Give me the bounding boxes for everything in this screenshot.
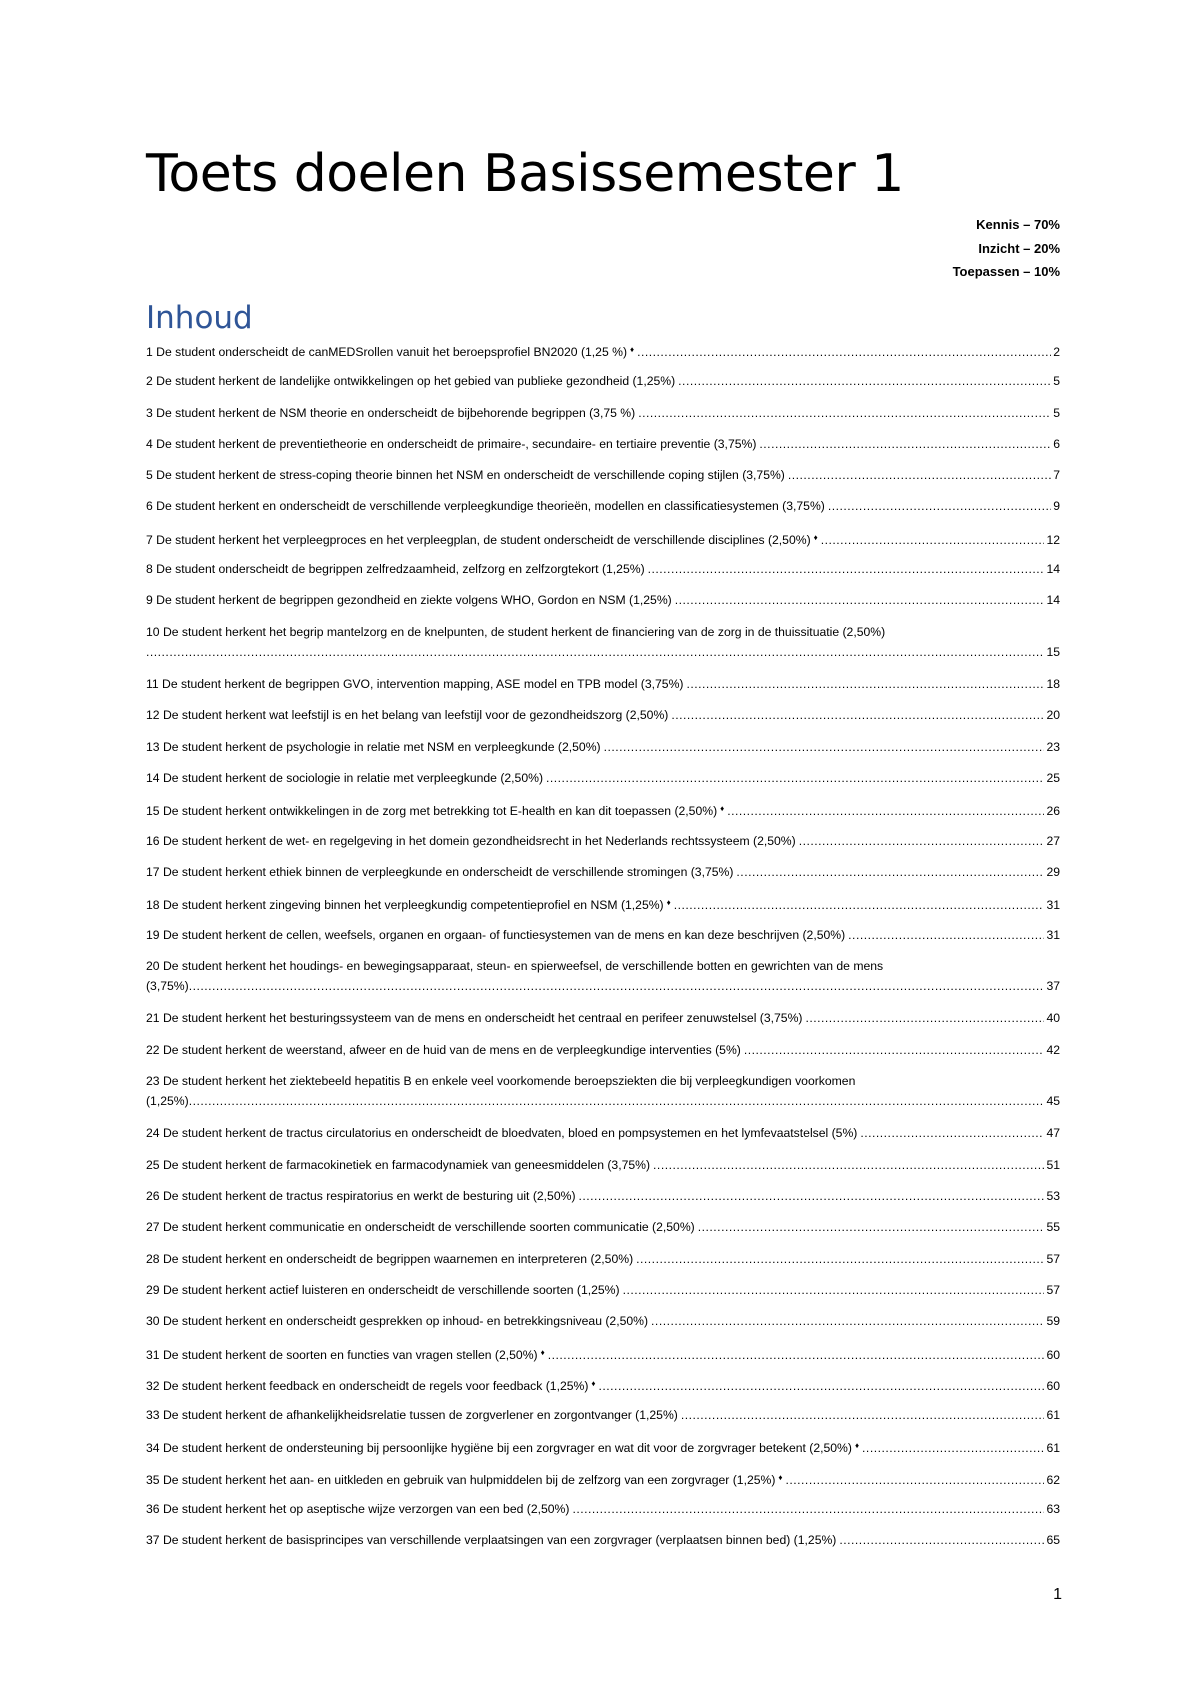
toc-page-number: 6 [1053, 436, 1060, 451]
toc-entry[interactable] [146, 893, 1060, 924]
toc-leader-dots [653, 1155, 1044, 1175]
toc-entry[interactable] [146, 1280, 1060, 1311]
toc-page-number: 26 [1046, 804, 1060, 819]
diamond-marker-icon: ♦ [720, 804, 725, 814]
toc-page-number: 20 [1046, 708, 1060, 723]
toc-entry[interactable] [146, 768, 1060, 799]
toc-leader-dots [862, 1438, 1044, 1458]
toc-entry[interactable] [146, 465, 1060, 496]
toc-page-number: 23 [1046, 739, 1060, 754]
page-title: Toets doelen Basissemester 1 [146, 144, 904, 204]
toc-entry-text: 12 De student herkent wat leefstijl is en het belang van leefstijl voor de gezondheidszorg (2,50%) [146, 708, 669, 723]
weight-inzicht: Inzicht – 20% [978, 240, 1060, 256]
toc-page-number: 2 [1053, 345, 1060, 359]
toc-entry[interactable] [146, 1008, 1060, 1039]
toc-leader-dots [599, 1376, 1045, 1396]
toc-page-number: 53 [1046, 1189, 1060, 1204]
toc-page-number: 25 [1046, 771, 1060, 786]
toc-leader-dots [546, 768, 1044, 788]
toc-entry[interactable] [146, 1405, 1060, 1436]
toc-entry-text: 34 De student herkent de ondersteuning bij persoonlijke hygiëne bij een zorgvrager en wat dit voor de zorgvrager betekent (2,50%) ♦ [146, 1441, 860, 1456]
toc-entry-text: 13 De student herkent de psychologie in relatie met NSM en verpleegkunde (2,50%) [146, 739, 601, 754]
toc-entry[interactable] [146, 1249, 1060, 1280]
toc-leader-dots [651, 1311, 1044, 1331]
toc-page-number: 27 [1046, 833, 1060, 848]
toc-entry-text: 11 De student herkent de begrippen GVO, intervention mapping, ASE model en TPB model (3,75%) [146, 677, 684, 692]
diamond-marker-icon: ♦ [778, 1472, 783, 1482]
weight-kennis: Kennis – 70% [976, 217, 1060, 232]
toc-leader-dots [638, 403, 1051, 423]
toc-page-number: 40 [1046, 1011, 1060, 1026]
toc-leader-dots [736, 862, 1044, 882]
toc-entry[interactable] [146, 434, 1060, 465]
toc-entry[interactable] [146, 1186, 1060, 1217]
toc-entry-text: 8 De student onderscheidt de begrippen zelfredzaamheid, zelfzorg en zelfzorgtekort (1,25%) [146, 562, 645, 577]
toc-entry-text: 25 De student herkent de farmacokinetiek en farmacodynamiek van geneesmiddelen (3,75%) [146, 1157, 651, 1172]
toc-page-number: 60 [1046, 1347, 1060, 1362]
toc-entry-text: 36 De student herkent het op aseptische wijze verzorgen van een bed (2,50%) [146, 1502, 570, 1516]
toc-entry-text: 5 De student herkent de stress-coping theorie binnen het NSM en onderscheidt de verschillende coping stijlen (3,75%) [146, 468, 785, 483]
toc-page-number: 55 [1046, 1220, 1060, 1235]
toc-entry-text: 31 De student herkent de soorten en functies van vragen stellen (2,50%) ♦ [146, 1347, 545, 1362]
diamond-marker-icon: ♦ [813, 532, 818, 542]
toc-leader-dots [678, 371, 1051, 391]
toc-leader-dots [786, 1470, 1045, 1490]
toc-entry-text: 19 De student herkent de cellen, weefsels, organen en orgaan- of functiesystemen van de mens en kan deze beschrijven (2,50%) [146, 927, 846, 942]
toc-entry-text-continued: (1,25%) [146, 1093, 189, 1108]
toc-entry[interactable] [146, 403, 1060, 434]
toc-leader-dots [675, 590, 1045, 610]
toc-entry-text: 22 De student herkent de weerstand, afweer en de huid van de mens en de verpleegkundige interventies (5%) [146, 1042, 741, 1057]
page-number: 1 [1053, 1586, 1062, 1603]
toc-page-number: 14 [1046, 593, 1060, 608]
toc-leader-dots [848, 925, 1044, 945]
toc-page-number: 59 [1046, 1314, 1060, 1329]
toc-entry-text: 14 De student herkent de sociologie in relatie met verpleegkunde (2,50%) [146, 771, 544, 786]
toc-page-number: 57 [1046, 1251, 1060, 1266]
toc-leader-dots [671, 705, 1044, 725]
toc-leader-dots [548, 1345, 1045, 1365]
toc-page-number: 5 [1053, 374, 1060, 389]
toc-entry-text: 10 De student herkent het begrip mantelzorg en de knelpunten, de student herkent de financiering van de zorg in de thuissituatie (2,50%) [146, 624, 886, 639]
toc-entry-text: 29 De student herkent actief luisteren en onderscheidt de verschillende soorten (1,25%) [146, 1282, 620, 1297]
toc-entry[interactable] [146, 1311, 1060, 1342]
toc-page-number: 63 [1046, 1502, 1060, 1516]
toc-leader-dots [839, 1530, 1044, 1550]
toc-entry-text: 30 De student herkent en onderscheidt gesprekken op inhoud- en betrekkingsniveau (2,50%) [146, 1314, 649, 1329]
toc-entry-text: 20 De student herkent het houdings- en bewegingsapparaat, steun- en spierweefsel, de verschillende botten en gewrichten van de mens [146, 958, 884, 973]
toc-leader-dots [759, 434, 1051, 454]
toc-leader-dots [146, 642, 1044, 662]
toc-leader-dots [681, 1405, 1045, 1425]
toc-leader-dots [805, 1008, 1044, 1028]
toc-entry[interactable] [146, 1217, 1060, 1248]
toc-page-number: 61 [1046, 1408, 1060, 1423]
toc-entry[interactable] [146, 862, 1060, 893]
toc-leader-dots [686, 674, 1044, 694]
diamond-marker-icon: ♦ [540, 1347, 545, 1357]
toc-leader-dots [788, 465, 1051, 485]
toc-leader-dots [572, 1499, 1044, 1519]
toc-entry-text: 3 De student herkent de NSM theorie en onderscheidt de bijbehorende begrippen (3,75 %) [146, 405, 636, 420]
toc-entry[interactable] [146, 831, 1060, 862]
toc-entry-text: 21 De student herkent het besturingssysteem van de mens en onderscheidt het centraal en perifeer zenuwstelsel (3,75%) [146, 1011, 803, 1026]
toc-entry-text: 33 De student herkent de afhankelijkheidsrelatie tussen de zorgverlener en zorgontvanger (1,25%) [146, 1408, 678, 1423]
toc-leader-dots [674, 895, 1045, 915]
toc-page-number: 7 [1053, 468, 1060, 483]
toc-page-number: 37 [1046, 978, 1060, 993]
toc-entry-text: 27 De student herkent communicatie en onderscheidt de verschillende soorten communicatie (2,50%) [146, 1220, 695, 1235]
toc-leader-dots [604, 737, 1045, 757]
toc-entry[interactable] [146, 705, 1060, 736]
toc-entry[interactable] [146, 559, 1060, 590]
toc-entry[interactable] [146, 371, 1060, 402]
toc-page-number: 57 [1046, 1282, 1060, 1297]
toc-entry[interactable] [146, 1155, 1060, 1186]
toc-entry[interactable] [146, 528, 1060, 559]
toc-page-number: 42 [1046, 1042, 1060, 1057]
toc-leader-dots [579, 1186, 1045, 1206]
toc-entry-text: 2 De student herkent de landelijke ontwikkelingen op het gebied van publieke gezondheid (1,25%) [146, 374, 676, 389]
table-of-contents [146, 340, 1060, 1562]
toc-leader-dots [799, 831, 1045, 851]
diamond-marker-icon: ♦ [591, 1378, 596, 1388]
toc-leader-dots [727, 801, 1044, 821]
toc-entry-text: 23 De student herkent het ziektebeeld hepatitis B en enkele veel voorkomende beroepsziekten die bij verpleegkundigen voorkomen [146, 1073, 856, 1088]
toc-entry-text: 26 De student herkent de tractus respiratorius en werkt de besturing uit (2,50%) [146, 1189, 576, 1204]
toc-page-number: 47 [1046, 1126, 1060, 1141]
toc-page-number: 60 [1046, 1378, 1060, 1393]
toc-entry-text: 15 De student herkent ontwikkelingen in de zorg met betrekking tot E-health en kan dit toepassen (2,50%) ♦ [146, 804, 725, 819]
toc-entry[interactable] [146, 1530, 1060, 1561]
toc-entry-text-continued: (3,75%) [146, 978, 189, 993]
diamond-marker-icon: ♦ [854, 1441, 860, 1451]
toc-heading: Inhoud [146, 300, 253, 336]
toc-entry-text: 32 De student herkent feedback en onderscheidt de regels voor feedback (1,25%) ♦ [146, 1378, 596, 1393]
toc-leader-dots [189, 1091, 1045, 1111]
toc-leader-dots [648, 559, 1045, 579]
diamond-marker-icon: ♦ [630, 345, 635, 354]
toc-page-number: 9 [1053, 499, 1060, 514]
toc-entry-text: 24 De student herkent de tractus circulatorius en onderscheidt de bloedvaten, bloed en pompsystemen en het lymfevaatstelsel (5%) [146, 1126, 858, 1141]
toc-leader-dots [828, 496, 1051, 516]
toc-leader-dots [821, 530, 1045, 550]
toc-page-number: 14 [1046, 562, 1060, 577]
assessment-weights [953, 213, 1060, 284]
toc-entry[interactable] [146, 590, 1060, 621]
toc-entry[interactable] [146, 1040, 1060, 1071]
weight-toepassen: Toepassen – 10% [952, 264, 1060, 279]
toc-entry[interactable] [146, 340, 1060, 371]
toc-entry[interactable] [146, 1123, 1060, 1154]
toc-page-number: 15 [1046, 644, 1060, 659]
toc-entry-text: 18 De student herkent zingeving binnen het verpleegkundig competentieprofiel en NSM (1,25%) ♦ [146, 898, 671, 913]
toc-entry-text: 6 De student herkent en onderscheidt de verschillende verpleegkundige theorieën, modellen en classificatiesystemen (3,75%) [146, 499, 825, 514]
toc-page-number: 5 [1053, 405, 1060, 420]
toc-entry-text: 9 De student herkent de begrippen gezondheid en ziekte volgens WHO, Gordon en NSM (1,25%) [146, 593, 672, 608]
toc-leader-dots [698, 1217, 1045, 1237]
toc-page-number: 31 [1046, 898, 1060, 913]
toc-page-number: 31 [1046, 927, 1060, 942]
toc-leader-dots [744, 1040, 1045, 1060]
toc-entry[interactable] [146, 674, 1060, 705]
toc-entry[interactable] [146, 1499, 1060, 1530]
toc-page-number: 62 [1046, 1472, 1060, 1487]
toc-leader-dots [623, 1280, 1045, 1300]
toc-leader-dots [637, 342, 1051, 362]
toc-entry[interactable] [146, 1071, 1060, 1124]
toc-entry[interactable] [146, 1436, 1060, 1467]
toc-entry[interactable] [146, 1343, 1060, 1374]
toc-page-number: 18 [1046, 677, 1060, 692]
toc-entry-text: 7 De student herkent het verpleegproces en het verpleegplan, de student onderscheidt de verschillende disciplines (2,50%) ♦ [146, 532, 818, 547]
toc-leader-dots [860, 1123, 1044, 1143]
toc-leader-dots [636, 1249, 1044, 1269]
toc-entry[interactable] [146, 622, 1060, 675]
toc-entry-text: 4 De student herkent de preventietheorie en onderscheidt de primaire-, secundaire- en tertiaire preventie (3,75%) [146, 436, 757, 451]
toc-entry-text: 37 De student herkent de basisprincipes van verschillende verplaatsingen van een zorgvrager (verplaatsen binnen bed) (1,25%) [146, 1533, 837, 1548]
toc-entry-text: 16 De student herkent de wet- en regelgeving in het domein gezondheidsrecht in het Nederlands rechtssysteem (2,50%) [146, 833, 796, 848]
diamond-marker-icon: ♦ [666, 898, 671, 908]
toc-entry[interactable] [146, 1374, 1060, 1405]
toc-entry-text: 1 De student onderscheidt de canMEDSrollen vanuit het beroepsprofiel BN2020 (1,25 %) ♦ [146, 345, 635, 359]
toc-entry-text: 28 De student herkent en onderscheidt de begrippen waarnemen en interpreteren (2,50%) [146, 1251, 634, 1266]
toc-entry[interactable] [146, 925, 1060, 956]
toc-page-number: 12 [1046, 532, 1060, 547]
toc-entry[interactable] [146, 956, 1060, 1009]
toc-leader-dots [189, 976, 1045, 996]
toc-entry[interactable] [146, 799, 1060, 830]
toc-entry-text: 35 De student herkent het aan- en uitkleden en gebruik van hulpmiddelen bij de zelfzorg van een zorgvrager (1,25%) ♦ [146, 1472, 783, 1487]
toc-entry[interactable] [146, 1468, 1060, 1499]
toc-page-number: 51 [1046, 1157, 1060, 1172]
toc-page-number: 45 [1046, 1093, 1060, 1108]
toc-entry[interactable] [146, 737, 1060, 768]
toc-page-number: 65 [1046, 1533, 1060, 1548]
toc-page-number: 29 [1046, 864, 1060, 879]
toc-entry[interactable] [146, 496, 1060, 527]
toc-entry-text: 17 De student herkent ethiek binnen de verpleegkunde en onderscheidt de verschillende stromingen (3,75%) [146, 864, 734, 879]
toc-page-number: 61 [1046, 1441, 1060, 1456]
